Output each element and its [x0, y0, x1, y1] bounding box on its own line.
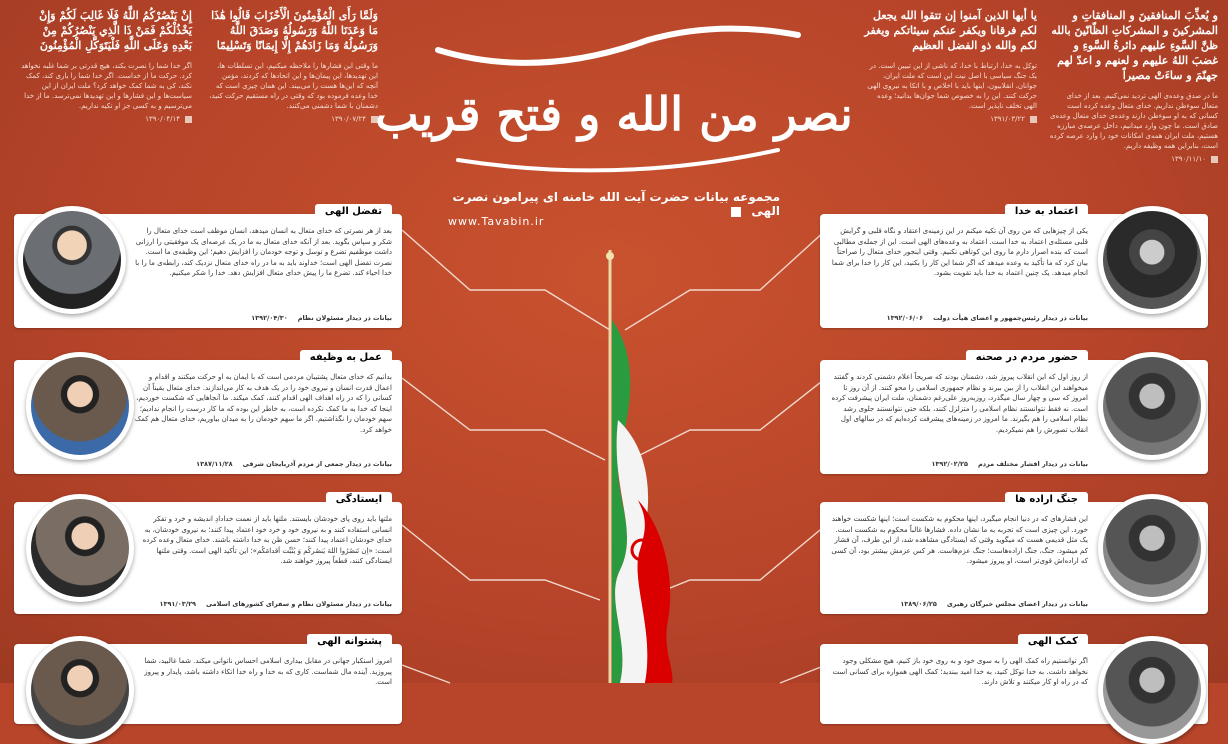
card-title: جنگ اراده ها	[1005, 492, 1088, 507]
top-text-body: ما وقتی این فشارها را ملاحظه میکنیم، این تسلطات ها، این تهدیدها، این پیمان‌ها و این اتحادها که کردند، مؤمن آنچه که این‌ها هست را می‌بیند. این همان چیزی است که خدا وعده فرموده بود که وقتی در راه مستقیم حرکت کنید، دشمنان با شما دشمنی می‌کنند.	[209, 62, 378, 110]
card-title: پشتوانه الهی	[307, 634, 392, 649]
card-source: بیانات در دیدار رئیس‌جمهور و اعضای هیأت دولت ۱۳۹۲/۰۶/۰۶	[886, 314, 1088, 322]
quran-verse: إِنْ يَنْصُرْكُمُ اللَّهُ فَلَا غَالِبَ لَكُمْ وَإِنْ يَخْذُلْكُمْ فَمَنْ ذَا الَّذِي يَنْصُرُكُمْ مِنْ بَعْدِهِ وَعَلَى اللَّهِ فَلْيَتَوَكَّلِ الْمُؤْمِنُونَ	[39, 9, 192, 52]
card-source: بیانات در دیدار جمعی از مردم آذربایجان شرقی ۱۳۸۷/۱۱/۲۸	[196, 460, 392, 468]
card-title: کمک الهی	[1018, 634, 1088, 649]
card-text: ملتها باید روی پای خودشان بایستند. ملتها باید از نعمت خدادادِ اندیشه و خرد و تفکر انسانی استفاده کنند و به نیروی خود و خرد خود اعتماد پیدا کنند؛ به نیروی خودشان، به خدای خودشان اعتماد پیدا کنند؛ حسن ظن به خدا داشته باشند. خدای متعال وعده کرده است: «اِن تَنصُرُوا اللهَ یَنصُرکُم وَ یُثَبِّت اَقدامَکُم»؛ این تأکید الهی است. وقتی ملتها ایستادگی کنند، قطعاً پیروز خواهند شد.	[142, 515, 392, 565]
top-text-body: اگر خدا شما را نصرت بکند، هیچ قدرتی بر شما غلبه نخواهد کرد. حرکت ما از خداست. اگر خدا شما را یاری کند، کمک نکند، کی به شما کمک خواهد کرد؟ ملت ایران از این سیاست‌ها و این فشارها و این تهدیدها نمی‌ترسد. ما از خدا می‌ترسیم و به کسی جز او تکیه نداریم.	[21, 62, 192, 110]
top-text-body: توکل به خدا، ارتباط با خدا، که ناشی از این تبیین است. در یک جنگ سیاسی با اصل نیت این است که ملت ایران، جوانان، انقلابیون، اینها باید با اخلاص و با اتکا به نیروی الهی حرکت کنند. این را به خصوص شما جوان‌ها بدانید؛ وعده الهی تخلف ناپذیر است.	[867, 62, 1037, 110]
portrait-leader-4	[26, 636, 134, 744]
top-text-4	[20, 8, 192, 123]
bullet-square-icon	[185, 116, 192, 123]
portrait-imam-1	[1098, 206, 1206, 314]
calligraphy-stroke	[458, 150, 778, 170]
portrait-imam-4	[1098, 636, 1206, 744]
iran-flag	[560, 250, 680, 683]
card-source: بیانات در دیدار مسئولان نظام ۱۳۹۲/۰۴/۳۰	[251, 314, 392, 322]
portrait-imam-2	[1098, 352, 1206, 460]
top-text-date: ۱۳۹۰/۱۱/۱۰	[1048, 155, 1218, 163]
card-source: بیانات در دیدار اقشار مختلف مردم ۱۳۹۲/۰۲/۲۵	[931, 460, 1088, 468]
card-text: از روز اول که این انقلاب پیروز شد، دشمنان بودند که صریحاً اعلام دشمنی کردند و گفتند میخواهند این انقلاب را از بین ببرند و نظام جمهوری اسلامی را محو کنند. از آن روز تا امروز که سی و چهار سال میگذرد، روزبه‌روز علی‌رغم دشمنان، ملت ایران پیشرفت کرده است. نه فقط نتوانستند نظام اسلامی را متزلزل کنند، بلکه حتی نتوانستند جلوی رشد نظام اسلامی را هم بگیرند. ما امروز در زمینه‌های پیشرفت کرده‌ایم که در سالهای اول انقلاب تصورش را هم نمیکردیم.	[831, 373, 1088, 434]
subtitle: مجموعه بیانات حضرت آیت الله خامنه ای پیرامون نصرت الهی	[452, 190, 780, 218]
card-text: اگر توانستیم راه کمک الهی را به سوی خود و به روی خود باز کنیم، هیچ مشکلی وجود نخواهد داشت. به خدا توکل کنید، به خدا امید ببندید؛ کمک الهی همواره برای کسانی است که در راه او کار میکنند و تلاش دارند.	[832, 657, 1088, 686]
portrait-leader-2	[26, 352, 134, 460]
quran-verse: يا أيها الذين آمنوا إن تتقوا الله يجعل لكم فرقانا ويكفر عنكم سيئاتكم ويغفر لكم والله ذو الفضل العظيم	[864, 9, 1037, 52]
card-source: بیانات در دیدار مسئولان نظام و سفرای کشورهای اسلامی ۱۳۹۱/۰۳/۲۹	[159, 600, 392, 608]
top-text-body: ما در صدق وعده‌ی الهی تردید نمی‌کنیم. بعد از خدای متعال سوءظن نداریم. خدای متعال وعده کرده است کسانی که به او سوءظن دارند وعده‌ی خدای متعال وعده‌ی صادق است. ما چون وارد میدانیم، داخل عرصه‌ی مبارزه هستیم، ملت ایران همه‌ی امکانات خود را وارد عرصه کرده است، بنابراین همه وظیفه داریم.	[1049, 92, 1218, 150]
card-title: ایستادگی	[326, 492, 392, 507]
bullet-square-icon	[1030, 116, 1037, 123]
quran-verse: وَلَمَّا رَأَى الْمُؤْمِنُونَ الْأَحْزَابَ قَالُوا هَٰذَا مَا وَعَدَنَا اللَّهُ وَرَسُولُهُ وَصَدَقَ اللَّهُ وَرَسُولُهُ وَمَا زَادَهُمْ إِلَّا إِيمَانًا وَتَسْلِيمًا	[211, 9, 378, 52]
top-text-date: ۱۳۹۰/۰۴/۱۴	[20, 115, 192, 123]
card-title: حضور مردم در صحنه	[966, 350, 1088, 365]
card-text: بدانیم که خدای متعال پشتیبان مردمی است که با ایمان به او حرکت میکنند و اقدام و اعمال قدرت انسان و نیروی خود را در یک هدف به کار می‌اندازند. خدای متعال یقیناً آن کسانی را که در راه اهداف الهی اقدام کنند، کمک میکند. ما آنجاهایی که شکست خوردیم، اینجا که خدا به ما کمک نکرده است، به خاطر این بوده که ما کار درست را انجام ندادیم؛ سهم خودمان را نگذاشتیم. اگر ما سهم خودمان را به میدان بیاوریم، خدای متعال هم کمک خواهد کرد.	[134, 373, 392, 434]
card-text: امروز استکبار جهانی در مقابل بیداری اسلامی احساس ناتوانی میکند. شما غالبید، شما پیروزید. آینده مال شماست. کاری که به خدا و راه خدا اتکاء داشته باشد، پایدار و پیروز است.	[144, 657, 392, 686]
card-text: یکی از چیزهایی که من روی آن تکیه میکنم در این زمینه‌ی اعتقاد و نگاه قلبی و گرایش قلبی مسئله‌ی اعتماد به خدا است. اعتماد به وعده‌های الهی است. این از جمله‌ی مطالبی است که بنده اصرار دارم ما روی این کوتاهی نکنیم. وقتی اینجور خدای متعال را صراحتاً بیان کرد که ما تأکید به وعده میدهد که اگر شما این کار را بکنید، این کار را خدا برای شما انجام میدهد. یک چنین اعتماد به خدا باید تقویت بشود.	[831, 227, 1088, 277]
website-link[interactable]: www.Tavabin.ir	[448, 215, 545, 228]
calligraphy-title	[375, 10, 853, 180]
top-text-2	[862, 8, 1037, 123]
top-text-date: ۱۳۹۰/۰۷/۲۴	[208, 115, 378, 123]
calligraphy-stroke	[438, 29, 798, 63]
card-title: تفضل الهی	[315, 204, 392, 219]
top-text-1	[1048, 8, 1218, 163]
portrait-leader-3	[26, 494, 134, 602]
card-title: عمل به وظیفه	[300, 350, 392, 365]
top-text-3	[208, 8, 378, 123]
card-text: این فشارهای که در دنیا انجام میگیرد، اینها محکوم به شکست است؛ اینها شکست خواهند خورد. این چیزی است که تجربه به ما نشان داده. فشارها غالباً محکوم به شکست است. یک مثل قدیمی هست که میگوید وقتی که ایستادگی مشاهده شد، از این طرف، آن فشار کم میشود. جنگ، جنگ اراده‌هاست؛ جنگ عزم‌هاست. هر کس عزمش بیشتر بود، آن کسی که اراده‌اش قوی‌تر است، او پیروز میشود.	[831, 515, 1088, 565]
quran-verse: و يُعذِّبَ المنافقينَ و المنافقاتِ و المشركينَ و المشركاتِ الظّانّينَ بالله ظنَّ السَّوءِ عليهم دائرةُ السَّوءِ و غضبَ اللهُ عليهم و لعنهم و اعدّ لهم جهنّمَ و ساءَتْ مصيراً	[1051, 9, 1218, 82]
flag-pole-top	[606, 252, 614, 260]
top-text-date: ۱۳۹۱/۰۳/۲۲	[862, 115, 1037, 123]
portrait-leader-1	[18, 206, 126, 314]
title-text: نصر من الله و فتح قریب	[375, 87, 853, 141]
title-square-icon	[731, 207, 741, 217]
bullet-square-icon	[1211, 156, 1218, 163]
card-source: بیانات در دیدار اعضای مجلس خبرگان رهبری ۱۳۸۹/۰۶/۲۵	[900, 600, 1088, 608]
card-title: اعتماد به خدا	[1005, 204, 1088, 219]
portrait-imam-3	[1098, 494, 1206, 602]
card-text: بعد از هر نصرتی که خدای متعال به انسان میدهد، انسان موظف است خدای متعال را شکر و سپاس بگوید. بعد از آنکه خدای متعال به ما در یک عرصه‌ای یک موفقیتی را ارزانی داشت موظفیم تضرع و توسل و توجه خودمان را افزایش دهیم؛ این وظیفه‌ی ما است. نصرت تفضل الهی است؛ خداوند باید به ما در راه خدای متعال نزدیک کند، رابطه‌ی ما را با خدا احیاء کند. تضرع ما را پیش خدای متعال افزایش دهد. خدا را شکر میکنیم.	[135, 227, 392, 277]
